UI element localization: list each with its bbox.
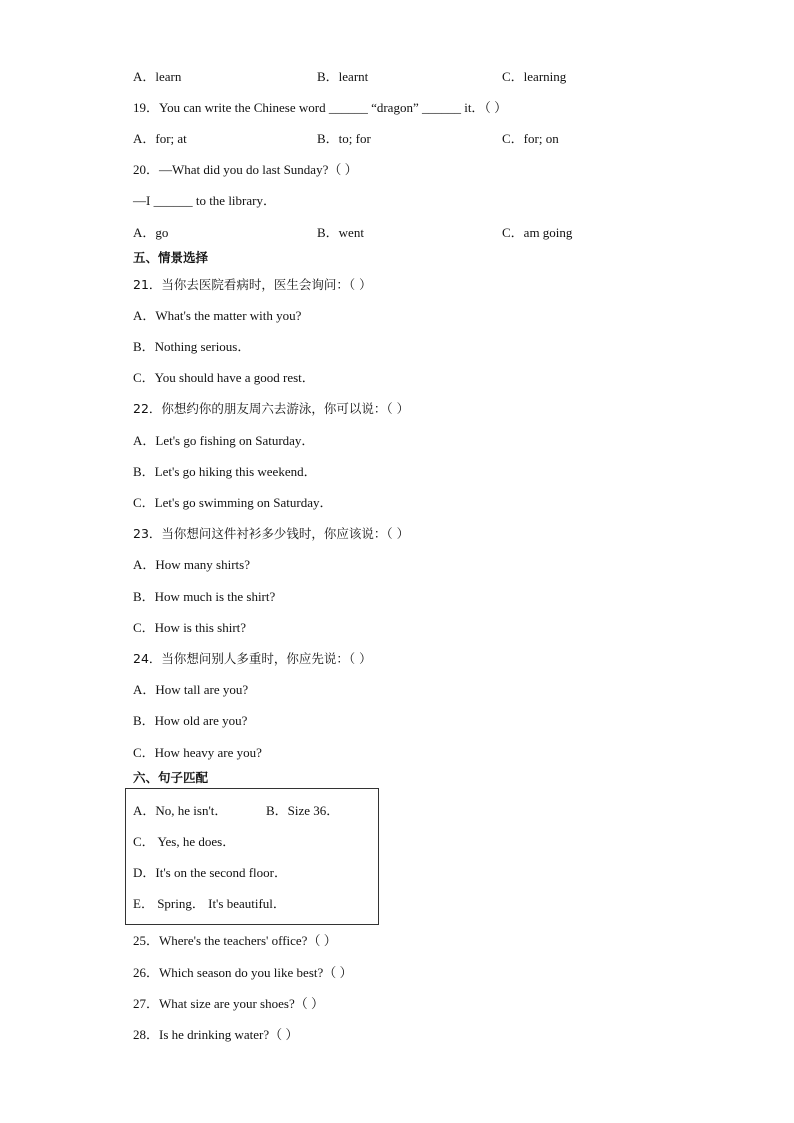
q23-option-a: A．How many shirts?: [133, 557, 250, 572]
match-option-a: A．No, he isn't．: [133, 803, 228, 818]
q24-stem: 24．当你想问别人多重时，你应先说：（ ）: [133, 651, 372, 666]
q18-option-b: B．learnt: [317, 69, 369, 84]
q21-option-c: C．You should have a good rest．: [133, 370, 315, 385]
q27-stem: 27．What size are your shoes?（ ）: [133, 996, 324, 1011]
match-option-b: B．Size 36．: [266, 803, 340, 818]
q21-stem: 21．当你去医院看病时，医生会询问：（ ）: [133, 277, 372, 292]
q22-option-c: C．Let's go swimming on Saturday．: [133, 495, 333, 510]
q20-option-c: C．am going: [502, 225, 573, 240]
q24-option-c: C．How heavy are you?: [133, 745, 262, 760]
section-6-heading: 六、句子匹配: [133, 770, 209, 785]
match-option-e: E． Spring． It's beautiful．: [133, 896, 286, 911]
q24-option-b: B．How old are you?: [133, 713, 248, 728]
q22-option-b: B．Let's go hiking this weekend．: [133, 464, 317, 479]
q23-option-c: C．How is this shirt?: [133, 620, 247, 635]
q20-option-b: B．went: [317, 225, 364, 240]
q20-sub: —I ______ to the library．: [133, 193, 276, 208]
section-5-heading: 五、情景选择: [133, 250, 209, 265]
match-option-d: D．It's on the second floor．: [133, 865, 287, 880]
q23-stem: 23．当你想问这件衬衫多少钱时，你应该说：（ ）: [133, 526, 410, 541]
q21-option-b: B．Nothing serious．: [133, 339, 251, 354]
q19-stem: 19．You can write the Chinese word ______ “dragon” ______ it．（ ）: [133, 100, 508, 115]
q18-option-a: A．learn: [133, 69, 182, 84]
q24-option-a: A．How tall are you?: [133, 682, 249, 697]
q26-stem: 26．Which season do you like best?（ ）: [133, 965, 353, 980]
q23-option-b: B．How much is the shirt?: [133, 589, 276, 604]
q28-stem: 28．Is he drinking water?（ ）: [133, 1027, 299, 1042]
q20-stem: 20．—What did you do last Sunday?（ ）: [133, 162, 358, 177]
q22-option-a: A．Let's go fishing on Saturday．: [133, 433, 315, 448]
q19-option-c: C．for; on: [502, 131, 559, 146]
q19-option-b: B．to; for: [317, 131, 371, 146]
q19-option-a: A．for; at: [133, 131, 187, 146]
match-option-c: C． Yes, he does．: [133, 834, 236, 849]
q20-option-a: A．go: [133, 225, 169, 240]
q21-option-a: A．What's the matter with you?: [133, 308, 302, 323]
q25-stem: 25．Where's the teachers' office?（ ）: [133, 933, 337, 948]
q18-option-c: C．learning: [502, 69, 567, 84]
q22-stem: 22．你想约你的朋友周六去游泳，你可以说：（ ）: [133, 401, 410, 416]
